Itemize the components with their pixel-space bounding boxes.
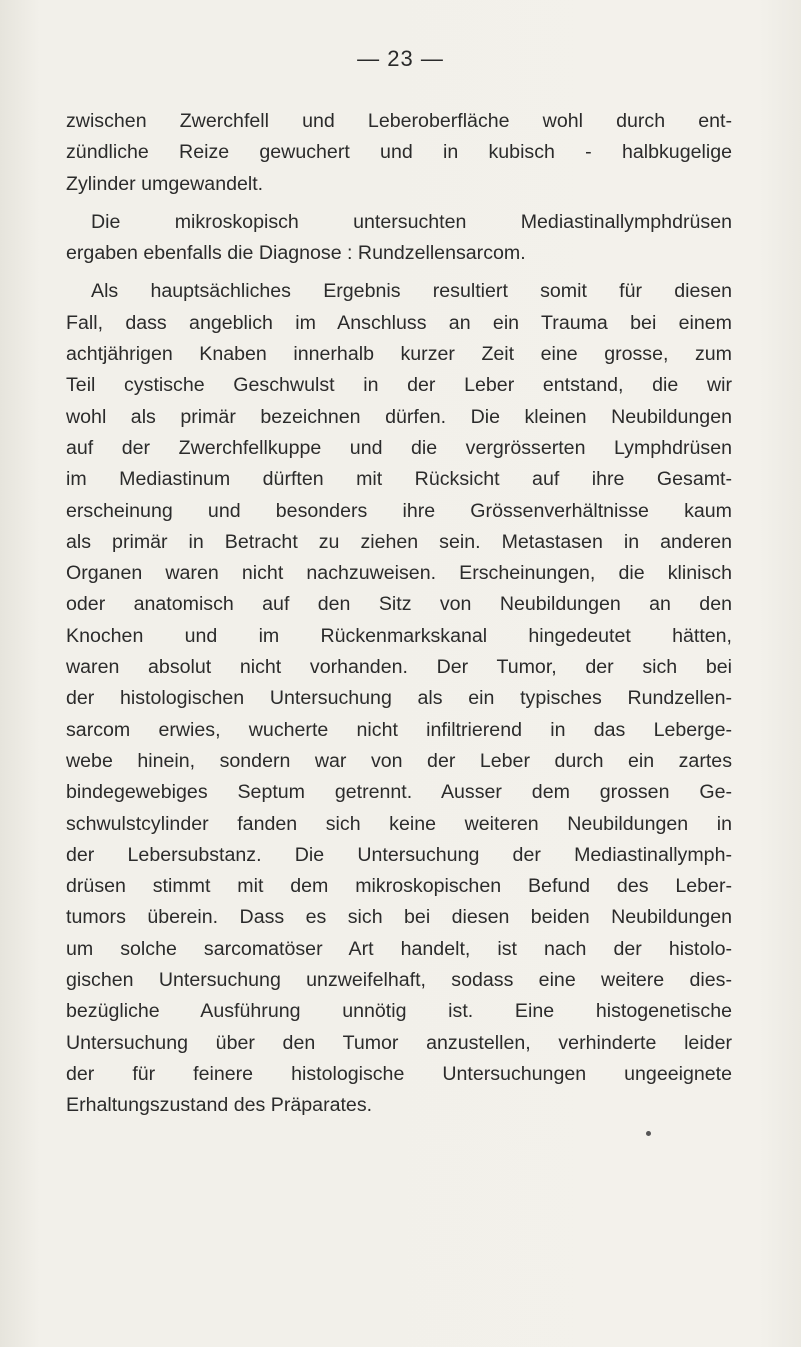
text-line: Untersuchung über den Tumor anzustellen, verhinderte leider [66,1031,732,1054]
text-line: der für feinere histologische Untersuchungen ungeeignete [66,1062,732,1085]
text-line: im Mediastinum dürften mit Rücksicht auf ihre Gesamt- [66,468,732,491]
text-line: zwischen Zwerchfell und Leberoberfläche wohl durch ent- [66,110,732,132]
paragraph-1 [66,106,732,200]
text-line: tumors überein. Dass es sich bei diesen beiden Neubildungen [66,906,732,929]
text-line: der Lebersubstanz. Die Untersuchung der Mediastinallymph- [66,843,732,866]
text-line: der histologischen Untersuchung als ein typisches Rundzellen- [66,687,732,710]
text-line: Organen waren nicht nachzuweisen. Erscheinungen, die klinisch [66,562,732,585]
text-line: Erhaltungszustand des Präparates. [66,1094,373,1117]
paragraph-3 [66,276,732,1121]
text-line: ergaben ebenfalls die Diagnose : Rundzellensarcom. [66,242,526,265]
text-line: Teil cystische Geschwulst in der Leber entstand, die wir [66,374,732,397]
text-line: oder anatomisch auf den Sitz von Neubildungen an den [66,593,732,616]
text-line: Fall, dass angeblich im Anschluss an ein Trauma bei einem [66,311,732,334]
text-line: um solche sarcomatöser Art handelt, ist nach der histolo- [66,937,732,960]
text-line: Als hauptsächliches Ergebnis resultiert somit für diesen [91,280,732,303]
text-line: sarcom erwies, wucherte nicht infiltrierend in das Leberge- [66,718,732,741]
text-line: wohl als primär bezeichnen dürfen. Die kleinen Neubildungen [66,405,732,428]
text-line: achtjährigen Knaben innerhalb kurzer Zeit eine grosse, zum [66,343,732,366]
text-line: Die mikroskopisch untersuchten Mediastinallymphdrüsen [91,210,732,233]
text-line: gischen Untersuchung unzweifelhaft, sodass eine weitere dies- [66,969,732,992]
text-line: zündliche Reize gewuchert und in kubisch - halbkugelige [66,141,732,164]
ink-speck [646,1131,651,1136]
text-line: schwulstcylinder fanden sich keine weiteren Neubildungen in [66,812,732,835]
text-line: als primär in Betracht zu ziehen sein. Metastasen in anderen [66,530,732,553]
text-line: bezügliche Ausführung unnötig ist. Eine histogenetische [66,1000,732,1023]
text-line: drüsen stimmt mit dem mikroskopischen Befund des Leber- [66,875,732,898]
paragraph-2 [66,207,732,270]
page-number: — 23 — [357,46,444,71]
text-line: Knochen und im Rückenmarkskanal hingedeutet hätten, [66,624,732,647]
text-line: erscheinung und besonders ihre Grössenverhältnisse kaum [66,499,732,522]
body-text [66,106,732,1129]
text-line: webe hinein, sondern war von der Leber durch ein zartes [66,749,732,772]
text-line: Zylinder umgewandelt. [66,172,264,195]
text-line: bindegewebiges Septum getrennt. Ausser dem grossen Ge- [66,781,732,804]
text-line: waren absolut nicht vorhanden. Der Tumor, der sich bei [66,656,732,679]
text-line: auf der Zwerchfellkuppe und die vergrösserten Lymphdrüsen [66,436,732,459]
